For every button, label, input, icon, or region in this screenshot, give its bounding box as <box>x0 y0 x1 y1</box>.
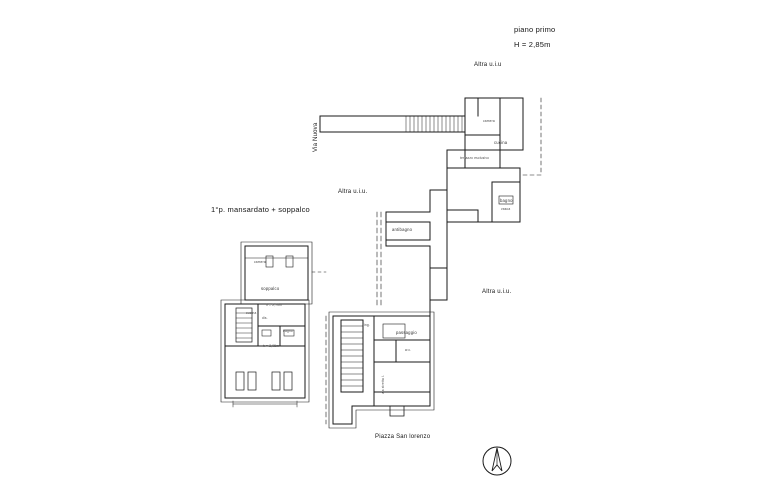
annotation-altra-uiu-right: Altra u.i.u. <box>482 289 512 295</box>
room-label-soppalco: soppalco <box>261 286 280 291</box>
room-label-camera-mansarda: camera <box>254 260 266 264</box>
room-label-antibagno: antibagno <box>392 227 413 232</box>
room-label-disimpegno: dis. <box>262 316 268 320</box>
quota-label-1: h = 2,70m <box>266 303 283 307</box>
street-label-piazza-san-lorenzo: Piazza San lorenzo <box>375 434 431 440</box>
room-label-bagno: bagno <box>500 198 513 203</box>
floor-label: piano primo <box>514 25 556 34</box>
room-label-ingresso: ing. <box>364 323 370 327</box>
section-label-mansardato: 1°p. mansardato + soppalco <box>211 205 310 214</box>
room-label-terrazzo: terrazzo esclusivo <box>460 156 490 160</box>
room-label-wc: w.c. <box>405 348 412 352</box>
room-label-cucina: cucina <box>494 140 508 145</box>
north-arrow <box>477 441 517 481</box>
room-label-bagno-mansarda: bagno <box>283 329 293 333</box>
quota-label-2: h = 2,05m <box>263 344 280 348</box>
room-label-camera: camera <box>483 119 495 123</box>
annotation-altra-uiu-left: Altra u.i.u. <box>338 189 368 195</box>
room-label-bagno-vasca: vasca <box>501 207 511 211</box>
annotation-altra-uiu-top: Altra u.i.u <box>474 62 502 68</box>
room-label-cucina-mansarda: cucina <box>246 311 257 315</box>
street-label-via-stretta: via stretta l. <box>381 374 385 394</box>
street-label-via-nuova: Via Nuova <box>313 122 319 152</box>
room-label-passaggio: passaggio <box>396 330 417 335</box>
height-label: H = 2,85m <box>514 40 551 49</box>
